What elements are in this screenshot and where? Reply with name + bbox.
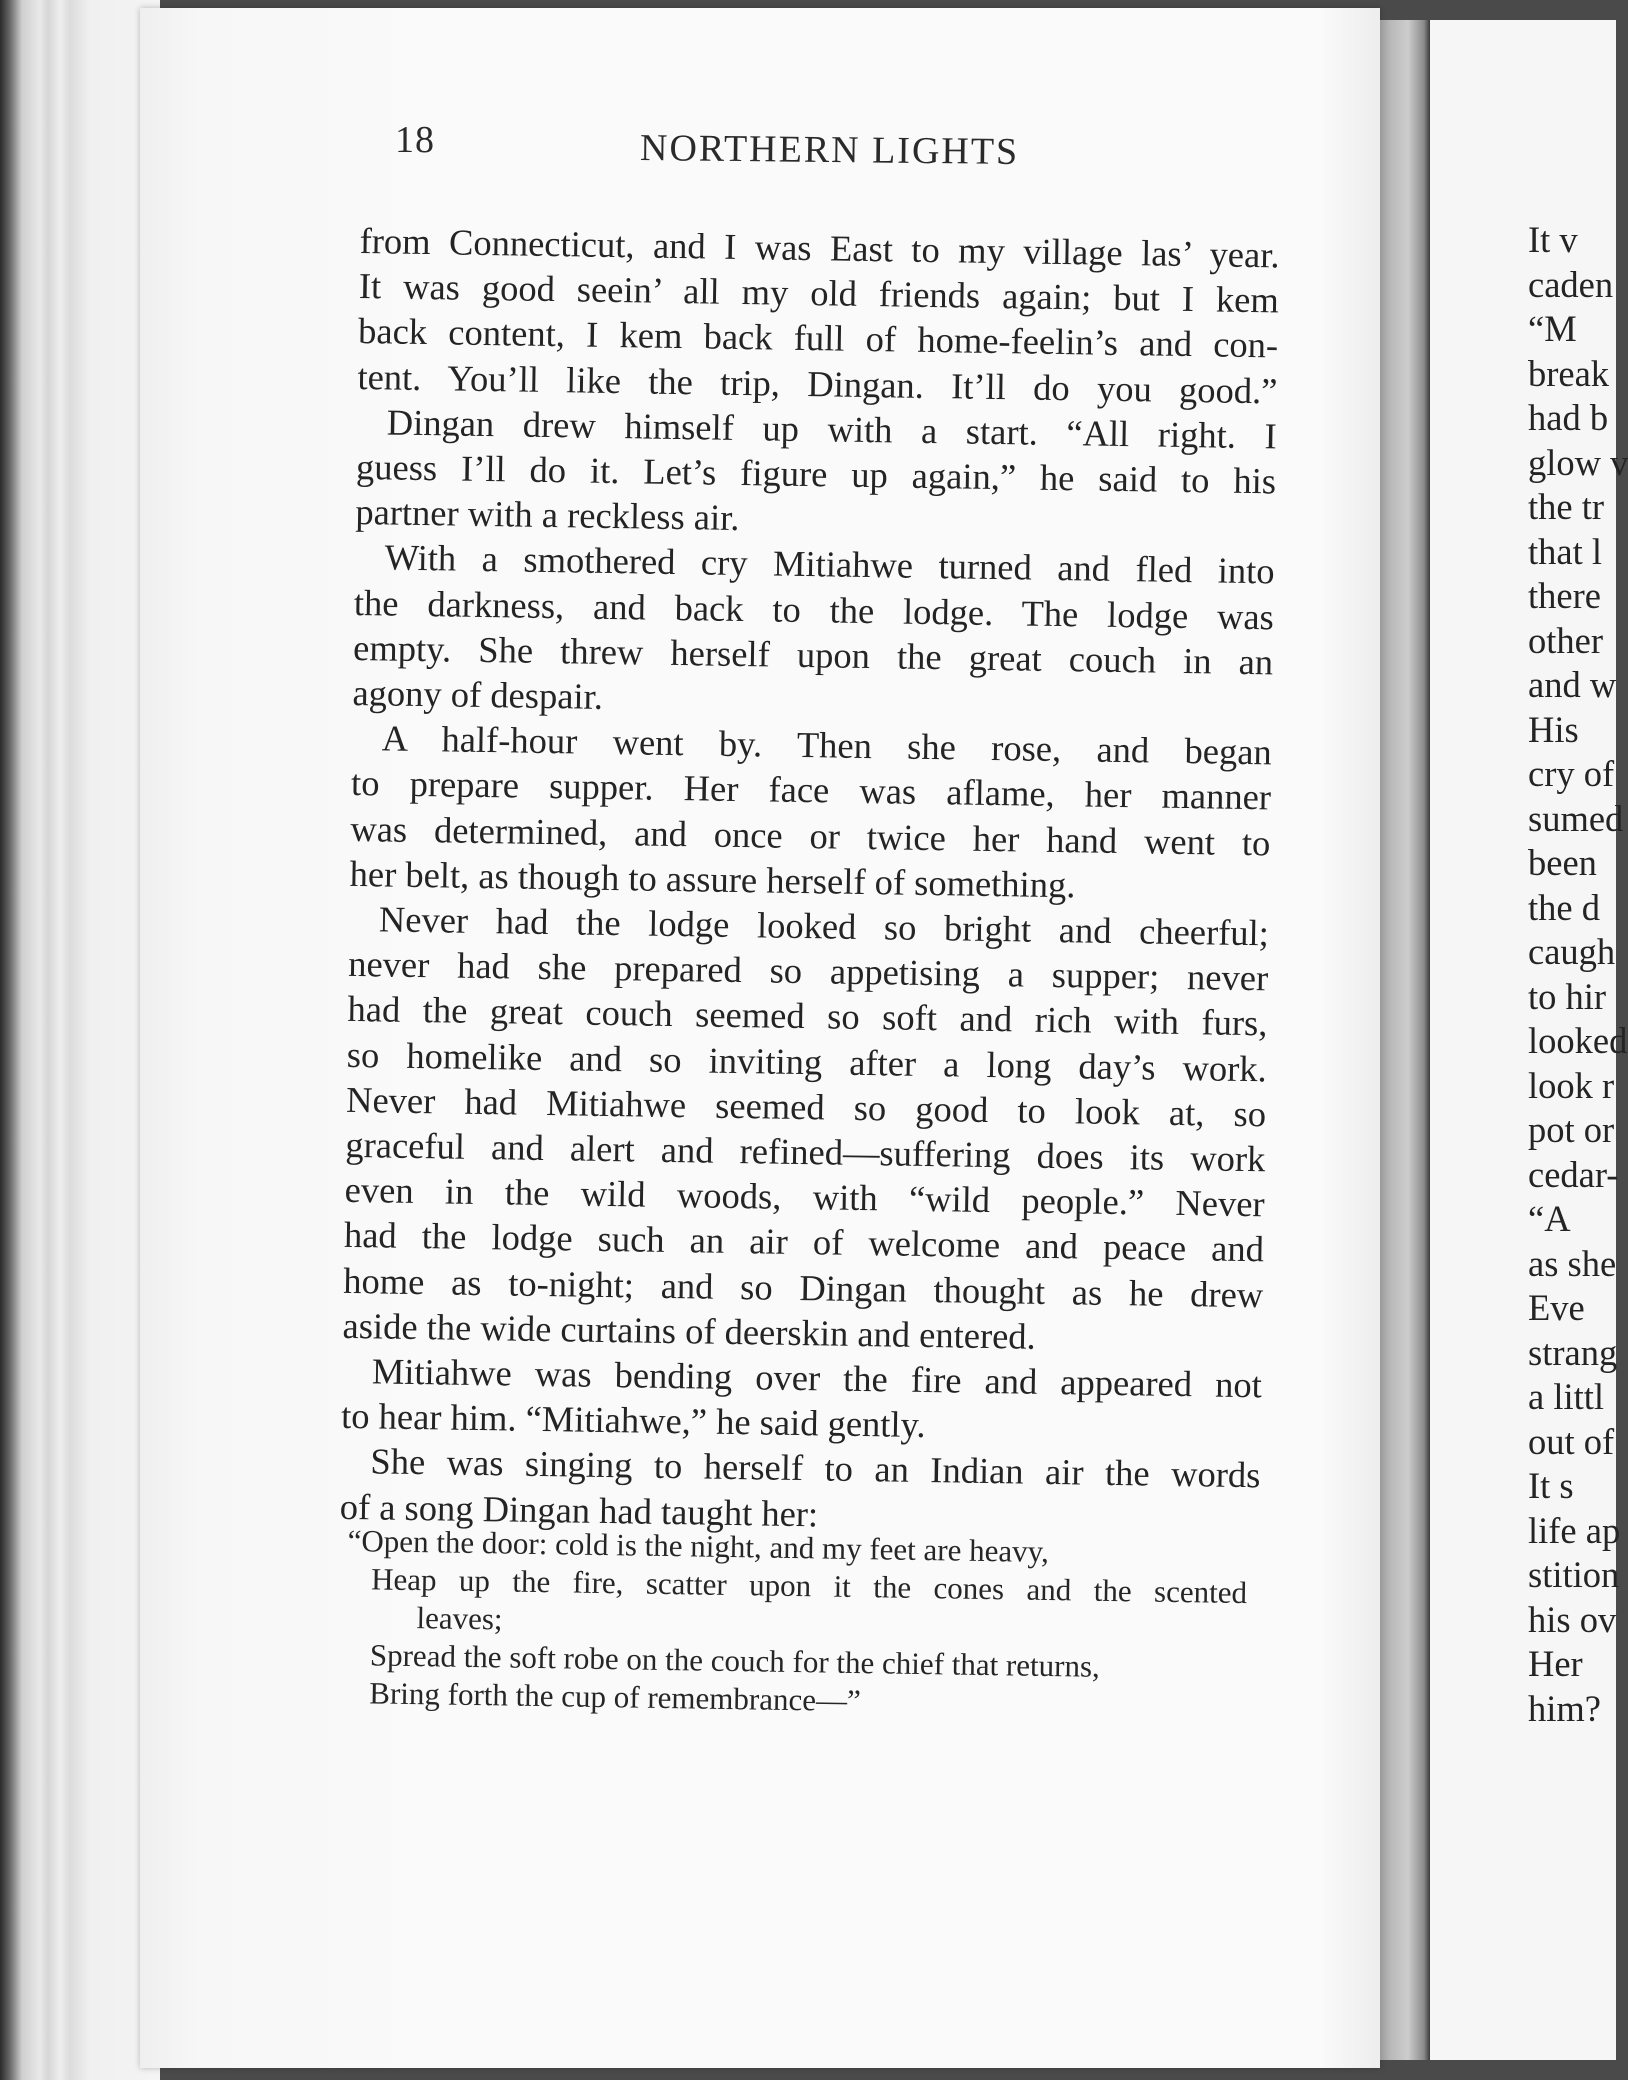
fragment-line: and w (1528, 664, 1617, 705)
fragment-line: caden (1528, 263, 1614, 305)
text-line: graceful and alert and refined—suffering does its work (345, 1123, 1266, 1180)
verse-block (345, 1522, 1248, 1726)
page-number: 18 (395, 119, 435, 161)
text-line: agony of despair. (352, 671, 604, 717)
verse-line: leaves; (416, 1600, 503, 1637)
fragment-line: sumed (1528, 797, 1624, 839)
fragment-line: out of (1528, 1420, 1615, 1462)
text-line: to prepare supper. Her face was aflame, her manner (350, 762, 1272, 818)
fragment-line: cry of (1528, 753, 1615, 794)
fragment-line: “A (1528, 1198, 1571, 1239)
text-line: Never had the lodge looked so bright and cheerful; (378, 898, 1270, 954)
fragment-line: strang (1528, 1331, 1618, 1373)
text-line: tent. You’ll like the trip, Dingan. It’ll do you good.” (357, 355, 1278, 412)
fragment-line: life ap (1528, 1509, 1621, 1551)
text-line: Dingan drew himself up with a start. “All right. I (386, 401, 1278, 457)
fragment-line: had b (1528, 397, 1609, 438)
fragment-line: looked (1528, 1020, 1628, 1061)
fragment-line: look r (1528, 1064, 1615, 1106)
fragment-line: other (1528, 619, 1603, 661)
fragment-line: “M (1528, 308, 1577, 349)
text-line: partner with a reckless air. (355, 491, 740, 539)
verse-line: “Open the door: cold is the night, and my feet are heavy, (347, 1522, 1050, 1570)
page-edge-stack (0, 0, 160, 2080)
fragment-line: as she (1528, 1242, 1617, 1284)
text-line: so homelike and so inviting after a long day’s work. (346, 1033, 1268, 1090)
text-line: of a song Dingan had taught her: (339, 1485, 819, 1535)
text-line: She was singing to herself to an Indian air the words (370, 1440, 1261, 1496)
fragment-line: Her (1528, 1643, 1583, 1684)
fragment-line: him? (1528, 1687, 1601, 1729)
text-line: guess I’ll do it. Let’s figure up again,” he said to his (355, 445, 1277, 502)
text-line: back content, I kem back full of home-feelin’s and con- (357, 310, 1279, 366)
fragment-line: to hir (1528, 975, 1607, 1017)
fragment-line: cedar- (1528, 1153, 1619, 1195)
text-line: had the great couch seemed so soft and rich with furs, (347, 988, 1268, 1044)
text-line: from Connecticut, and I was East to my village las’ year. (359, 219, 1280, 276)
fragment-line: the tr (1528, 486, 1605, 527)
fragment-line: It s (1528, 1465, 1574, 1506)
text-line: aside the wide curtains of deerskin and entered. (342, 1304, 1037, 1357)
verse-line: Heap up the fire, scatter upon it the cones and the scented (370, 1561, 1248, 1611)
text-line: the darkness, and back to the lodge. The lodge was (353, 581, 1275, 638)
text-line: was determined, and once or twice her hand went to (350, 807, 1271, 864)
fragment-line: his ov (1528, 1598, 1617, 1640)
fragment-line: there (1528, 575, 1601, 616)
fragment-line: a littl (1528, 1376, 1605, 1417)
text-line: to hear him. “Mitiahwe,” he said gently. (340, 1395, 926, 1446)
text-line: Mitiahwe was bending over the fire and appeared not (371, 1350, 1263, 1406)
fragment-line: His (1528, 708, 1579, 750)
fragment-line: that l (1528, 530, 1602, 572)
text-line: With a smothered cry Mitiahwe turned and fled into (384, 536, 1275, 592)
page-header (395, 110, 1275, 173)
text-line: Never had Mitiahwe seemed so good to look at, so (345, 1078, 1267, 1135)
fragment-line: pot or (1528, 1109, 1615, 1150)
text-line: home as to-night; and so Dingan thought as he drew (342, 1259, 1264, 1315)
fragment-line: stition (1528, 1554, 1620, 1595)
facing-page-text (1528, 218, 1628, 1731)
running-head: NORTHERN LIGHTS (639, 127, 1020, 173)
verse-line: Bring forth the cup of remembrance—” (369, 1675, 862, 1719)
fragment-line: glow v (1528, 441, 1628, 483)
text-line: had the lodge such an air of welcome and peace and (343, 1214, 1265, 1270)
fragment-line: break (1528, 352, 1610, 394)
text-line: even in the wild woods, with “wild people.” Never (344, 1169, 1265, 1225)
fragment-line: been (1528, 842, 1597, 883)
verse-line: Spread the soft robe on the couch for the chief that returns, (369, 1637, 1101, 1684)
fragment-line: Eve (1528, 1287, 1585, 1328)
body-text (339, 218, 1279, 1543)
book-gutter (1380, 20, 1430, 2060)
text-line: never had she prepared so appetising a supper; never (347, 943, 1269, 999)
text-line: A half-hour went by. Then she rose, and began (381, 717, 1273, 773)
text-line: empty. She threw herself upon the great couch in an (352, 626, 1274, 683)
text-line: her belt, as though to assure herself of something. (349, 852, 1076, 906)
fragment-line: the d (1528, 886, 1600, 928)
fragment-line: It v (1528, 219, 1578, 260)
fragment-line: caugh (1528, 931, 1616, 972)
text-line: It was good seein’ all my old friends again; but I kem (358, 265, 1280, 321)
